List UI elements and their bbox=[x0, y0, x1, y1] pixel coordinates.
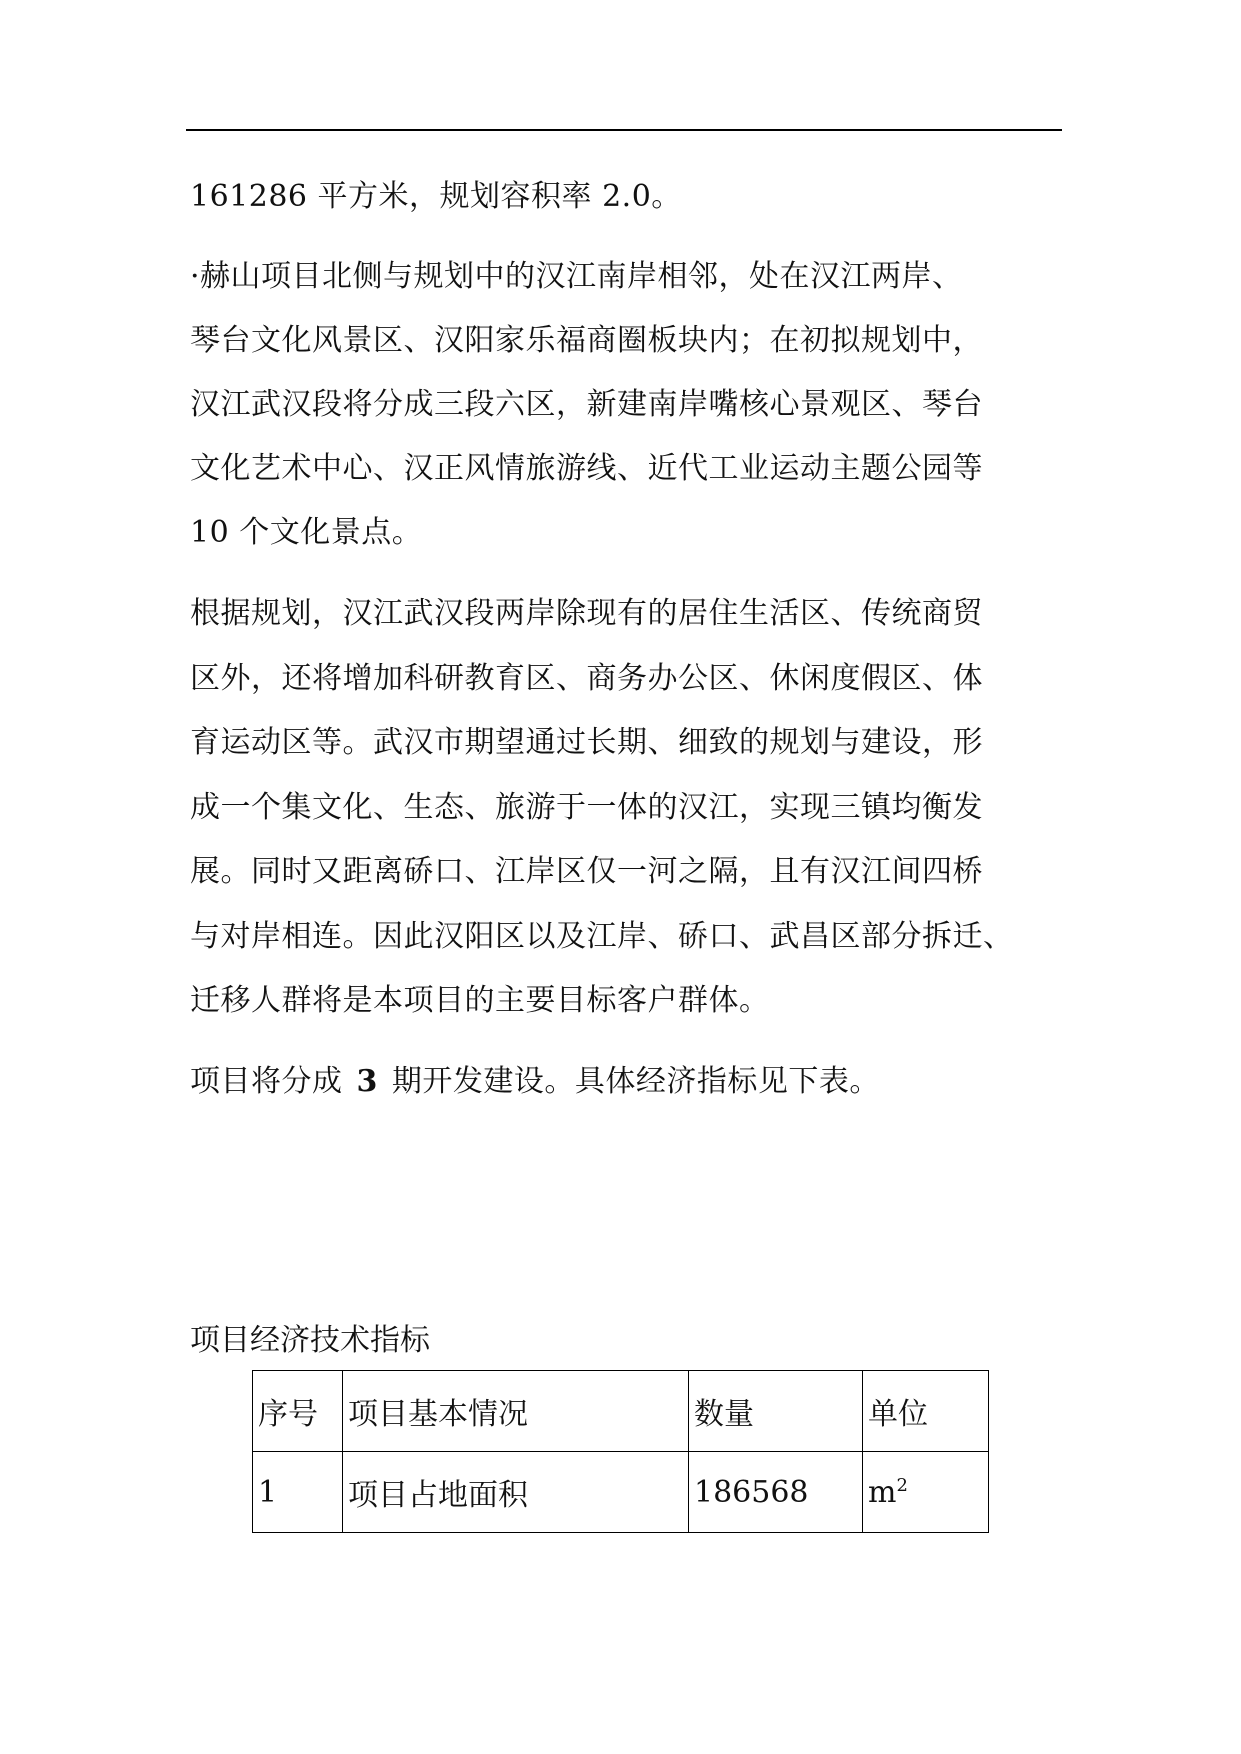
text-line: 文化艺术中心、汉正风情旅游线、近代工业运动主题公园等 bbox=[190, 451, 983, 486]
header-cell-unit: 单位 bbox=[863, 1371, 989, 1452]
text-line: 迁移人群将是本项目的主要目标客户群体。 bbox=[190, 983, 770, 1018]
phase-sentence-before: 项目将分成 bbox=[190, 1064, 343, 1099]
indicators-table bbox=[252, 1370, 989, 1533]
text-line: 育运动区等。武汉市期望通过长期、细致的规划与建设，形 bbox=[190, 725, 983, 760]
table-caption: 项目经济技术指标 bbox=[190, 1323, 430, 1358]
phase-sentence bbox=[190, 1062, 880, 1102]
text-line: 根据规划，汉江武汉段两岸除现有的居住生活区、传统商贸 bbox=[190, 596, 983, 631]
table-header-row bbox=[253, 1371, 989, 1452]
text-line: 展。同时又距离硚口、江岸区仅一河之隔，且有汉江间四桥 bbox=[190, 854, 983, 889]
text-line: 成一个集文化、生态、旅游于一体的汉江，实现三镇均衡发 bbox=[190, 790, 983, 825]
cell-quantity: 186568 bbox=[689, 1452, 863, 1533]
cell-item: 项目占地面积 bbox=[343, 1452, 689, 1533]
cell-index: 1 bbox=[253, 1452, 343, 1533]
header-cell-item: 项目基本情况 bbox=[343, 1371, 689, 1452]
phase-count: 3 bbox=[356, 1064, 378, 1099]
header-rule bbox=[186, 129, 1062, 131]
unit-base: m bbox=[868, 1474, 897, 1510]
table-row bbox=[253, 1452, 989, 1533]
text-line: 与对岸相连。因此汉阳区以及江岸、硚口、武昌区部分拆迁、 bbox=[190, 919, 1014, 954]
text-line: ·赫山项目北侧与规划中的汉江南岸相邻，处在汉江两岸、 bbox=[190, 259, 963, 294]
phase-sentence-after: 期开发建设。具体经济指标见下表。 bbox=[391, 1064, 880, 1099]
unit-exponent: 2 bbox=[896, 1474, 908, 1496]
header-cell-quantity: 数量 bbox=[689, 1371, 863, 1452]
text-line: 汉江武汉段将分成三段六区，新建南岸嘴核心景观区、琴台 bbox=[190, 387, 983, 422]
text-line: 161286 平方米，规划容积率 2.0。 bbox=[190, 179, 682, 214]
cell-unit bbox=[863, 1452, 989, 1533]
text-line: 琴台文化风景区、汉阳家乐福商圈板块内；在初拟规划中， bbox=[190, 323, 983, 358]
header-cell-index: 序号 bbox=[253, 1371, 343, 1452]
text-line: 10 个文化景点。 bbox=[190, 515, 423, 550]
text-line: 区外，还将增加科研教育区、商务办公区、休闲度假区、体 bbox=[190, 661, 983, 696]
